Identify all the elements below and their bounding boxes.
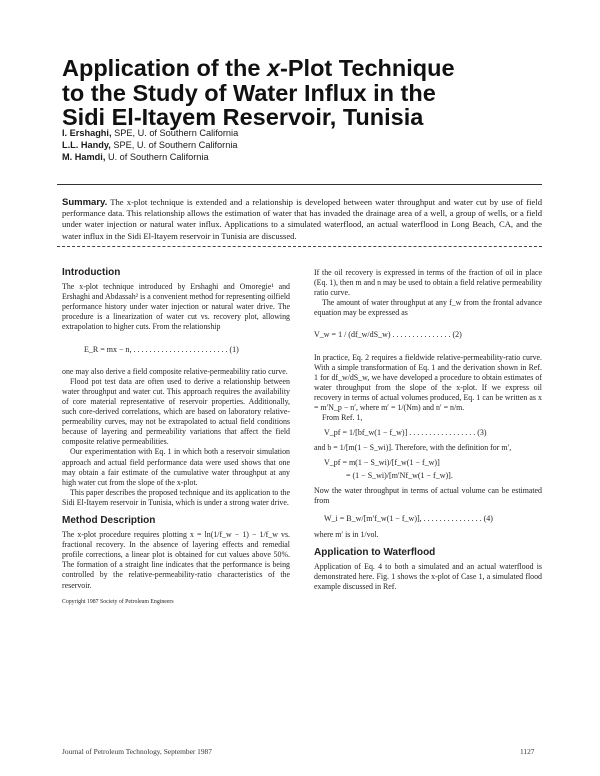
- paragraph: Now the water throughput in terms of actual volume can be estimated from: [314, 485, 542, 505]
- author: M. Hamdi, U. of Southern California: [62, 151, 209, 162]
- paragraph: The amount of water throughput at any f_w from the frontal advance equation may be expressed as: [314, 298, 542, 318]
- summary-text: The x-plot technique is extended and a relationship is developed between water throughput and water cut by use of field performance data. This relationship allows the estimation of water that has invaded the drainage area of a well, a group of wells, or a field under water injection or natural water influx. Applications to a simulated waterflood, an actual waterflood in Long Beach, CA, and the water influx in the Sidi El-Itayem reservoir in Tunisia are discussed.: [62, 197, 542, 241]
- paper-title: [62, 56, 562, 130]
- paragraph: one may also derive a field composite relative-permeability ratio curve.: [62, 366, 288, 376]
- equation: = (1 − S_wi)/[m′Nf_w(1 − f_w)].: [346, 470, 453, 480]
- journal-footer: Journal of Petroleum Technology, September 1987: [62, 747, 212, 756]
- paragraph: If the oil recovery is expressed in terms of the fraction of oil in place (Eq. 1), then m and n may be used to obtain a field relative permeability ratio curve.: [314, 268, 542, 298]
- author: I. Ershaghi, SPE, U. of Southern California: [62, 128, 239, 138]
- left-column: [62, 268, 290, 607]
- copyright-notice: Copyright 1987 Society of Petroleum Engineers: [62, 598, 174, 605]
- paragraph: This paper describes the proposed technique and its application to the Sidi El-Itayem reservoir in Tunisia, which is under a strong water drive.: [62, 487, 290, 507]
- divider: [57, 246, 542, 247]
- section-heading: Introduction: [62, 267, 121, 278]
- paragraph: From Ref. 1,: [322, 413, 363, 423]
- section-heading: Method Description: [62, 514, 156, 526]
- equation: V_w = 1 / (df_w/dS_w) . . . . . . . . . . . . . . . (2): [314, 330, 462, 340]
- paragraph: where m′ is in 1/vol.: [314, 529, 379, 539]
- author-list: [62, 128, 238, 163]
- paragraph: and b = 1/[m(1 − S_wi)]. Therefore, with the definition for m′,: [314, 443, 512, 453]
- right-column: [314, 268, 542, 592]
- title-line-3: Sidi El-Itayem Reservoir, Tunisia: [62, 104, 424, 130]
- paragraph: Our experimentation with Eq. 1 in which both a reservoir simulation approach and actual field performance data were used shows that one may obtain a fair estimate of the cumulative water throughput at any high water cut from the slope of the x-plot.: [62, 447, 290, 487]
- section-heading: Application to Waterflood: [314, 546, 436, 558]
- summary-block: [62, 197, 542, 242]
- title-line-1: Application of the x-Plot Technique: [62, 55, 455, 81]
- paragraph: Flood pot test data are often used to derive a relationship between water throughput and water cut. This approach requires the availability of core material representative of reservoir properties. Additionally, such core-derived correlations, which are based on laboratory relative-permeability curves, may not be extrapolated to actual field conditions because of layering and permeability variations that affect the field composite relative permeabilities.: [62, 376, 290, 447]
- summary-label: Summary.: [62, 197, 108, 208]
- equation: V_pf = m(1 − S_wi)/[f_w(1 − f_w)]: [324, 458, 440, 468]
- paragraph: The x-plot technique introduced by Ershaghi and Omoregie¹ and Ershaghi and Abdassah² is a convenient method for representing oilfield performance history under water injection or natural water drive. The procedure is a linearization of water cut vs. recovery plot, allowing extrapolation to higher cuts. From the relationship: [62, 282, 290, 332]
- divider: [57, 184, 542, 185]
- equation: E_R = mx − n, . . . . . . . . . . . . . . . . . . . . . . . . (1): [84, 344, 239, 354]
- title-line-2: to the Study of Water Influx in the: [62, 79, 436, 106]
- paragraph: Application of Eq. 4 to both a simulated and an actual waterflood is demonstrated here. Fig. 1 shows the x-plot of Case 1, a simulated flood example discussed in Ref.: [314, 562, 542, 592]
- page-number: 1127: [520, 747, 535, 756]
- paragraph: The x-plot procedure requires plotting x = ln(1/f_w − 1) − 1/f_w vs. fractional recovery. In the absence of layering effects and remedial profile corrections, a linear plot is obtained for cut values above 50%. The formation of a straight line indicates that the performance is being controlled by the relative-permeability-ratio characteristics of the reservoir.: [62, 530, 290, 590]
- author: L.L. Handy, SPE, U. of Southern California: [62, 139, 238, 150]
- equation: V_pf = 1/[bf_w(1 − f_w)] . . . . . . . . . . . . . . . . . (3): [324, 428, 487, 438]
- paragraph: In practice, Eq. 2 requires a fieldwide relative-permeability-ratio curve. With a simple transformation of Eq. 1 and the derivation shown in Ref. 1 for df_w/dS_w, we have developed a procedure to obtain estimates of water throughput from the slope of the x-plot. If we express oil recovery in terms of actual volumes produced, Eq. 1 can be written as x = m′N_p − n′, where m′ = 1/(Nm) and n′ = n/m.: [314, 352, 542, 413]
- equation: W_i = B_w/[m′f_w(1 − f_w)], . . . . . . . . . . . . . . . (4): [324, 513, 493, 523]
